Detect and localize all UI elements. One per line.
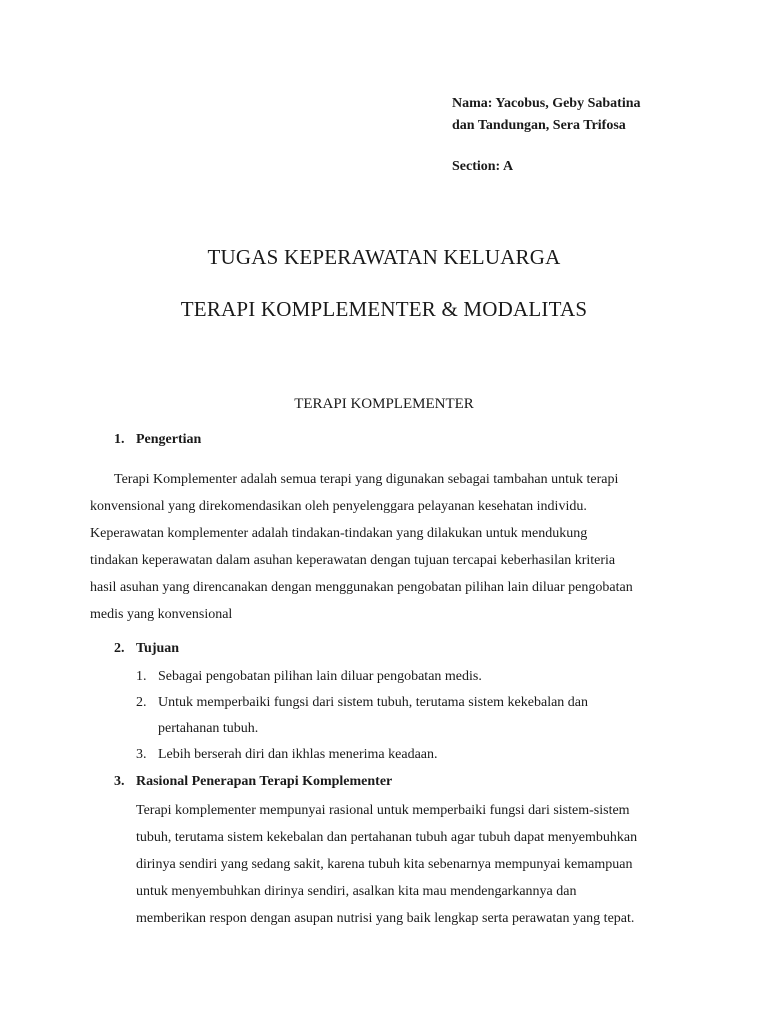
paragraph-rasional (136, 797, 637, 932)
author-name-line-2: dan Tandungan, Sera Trifosa (452, 118, 626, 133)
heading-text: Pengertian (136, 432, 202, 447)
heading-text: Rasional Penerapan Terapi Komplementer (136, 774, 393, 789)
list-item-number: 2. (136, 695, 147, 710)
paragraph-line: Terapi komplementer mempunyai rasional untuk memperbaiki fungsi dari sistem-sistem (136, 803, 630, 818)
paragraph-line: untuk menyembuhkan dirinya sendiri, asalkan kita mau mendengarkannya dan (136, 884, 577, 899)
document-title-line-2: TERAPI KOMPLEMENTER & MODALITAS (180, 297, 588, 321)
list-item (136, 664, 588, 690)
list-item-number: 1. (136, 669, 147, 684)
heading-number: 1. (114, 432, 125, 447)
list-item-number: 3. (136, 747, 147, 762)
heading-rasional (114, 774, 392, 790)
paragraph-line: dirinya sendiri yang sedang sakit, karena tubuh kita sebenarnya mempunyai kemampuan (136, 857, 633, 872)
heading-number: 2. (114, 641, 125, 656)
paragraph-line: medis yang konvensional (90, 607, 233, 622)
paragraph-line: tubuh, terutama sistem kekebalan dan pertahanan tubuh agar tubuh dapat menyembuhkan (136, 830, 638, 845)
list-item (136, 742, 588, 768)
paragraph-line: hasil asuhan yang direncanakan dengan menggunakan pengobatan pilihan lain diluar pengobatan (90, 580, 633, 595)
paragraph-line: tindakan keperawatan dalam asuhan keperawatan dengan tujuan tercapai keberhasilan kriteria (90, 553, 616, 568)
paragraph-line: Terapi Komplementer adalah semua terapi yang digunakan sebagai tambahan untuk terapi (114, 472, 619, 487)
list-item-text: pertahanan tubuh. (158, 721, 259, 736)
paragraph-line: memberikan respon dengan asupan nutrisi yang baik lengkap serta perawatan yang tepat. (136, 911, 635, 926)
heading-pengertian (114, 432, 201, 448)
tujuan-list (136, 664, 588, 768)
author-name-line-1: Nama: Yacobus, Geby Sabatina (452, 96, 641, 111)
paragraph-line: Keperawatan komplementer adalah tindakan-tindakan yang dilakukan untuk mendukung (90, 526, 588, 541)
list-item-text: Untuk memperbaiki fungsi dari sistem tubuh, terutama sistem kekebalan dan (158, 695, 589, 710)
heading-number: 3. (114, 774, 125, 789)
heading-tujuan (114, 641, 179, 657)
document-title-line-1: TUGAS KEPERAWATAN KELUARGA (207, 245, 561, 269)
heading-text: Tujuan (136, 641, 180, 656)
author-block (452, 93, 752, 178)
list-item (136, 690, 588, 742)
list-item-text: Lebih berserah diri dan ikhlas menerima keadaan. (158, 747, 438, 762)
paragraph-pengertian (90, 466, 633, 628)
paragraph-line: konvensional yang direkomendasikan oleh penyelenggara pelayanan kesehatan individu. (90, 499, 587, 514)
section-label: Section: A (452, 159, 514, 174)
section-subtitle: TERAPI KOMPLEMENTER (294, 396, 474, 412)
list-item-text: Sebagai pengobatan pilihan lain diluar pengobatan medis. (158, 669, 482, 684)
